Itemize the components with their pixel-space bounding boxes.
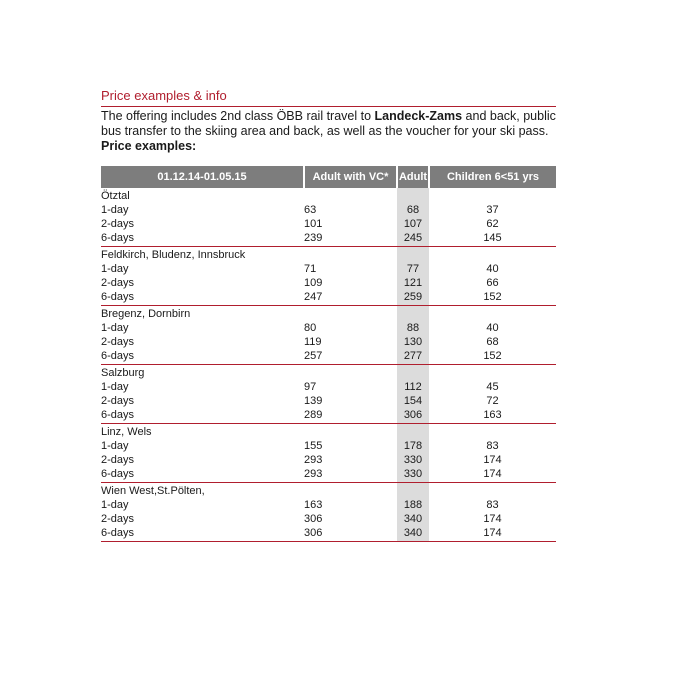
price-adult-vc: 119	[304, 336, 322, 348]
price-row	[101, 203, 556, 217]
price-table-body	[101, 188, 556, 542]
price-table	[101, 166, 556, 542]
price-adult: 154	[397, 394, 429, 408]
intro-destination: Landeck-Zams	[374, 109, 463, 123]
region-child-empty	[429, 188, 556, 203]
price-adult-vc: 63	[304, 204, 317, 216]
intro-text-start: The offering includes 2nd class ÖBB rail travel to	[101, 109, 375, 123]
duration-label: 6-days	[101, 467, 304, 483]
duration-label: 1-day	[101, 263, 129, 275]
price-adult: 277	[397, 349, 429, 365]
price-children: 40	[486, 322, 499, 334]
price-adult-vc: 306	[304, 526, 397, 542]
region-name: Salzburg	[101, 367, 145, 379]
region-vc-empty	[304, 188, 397, 203]
duration-label: 2-days	[101, 454, 135, 466]
section-heading: Price examples & info	[101, 88, 556, 107]
price-row	[101, 217, 556, 231]
region-child-empty	[429, 306, 556, 322]
price-children: 174	[429, 467, 556, 483]
price-adult: 178	[397, 439, 429, 453]
price-adult: 112	[397, 380, 429, 394]
duration-label: 6-days	[101, 290, 304, 306]
price-adult-vc: 293	[304, 467, 397, 483]
price-adult-vc: 97	[304, 381, 317, 393]
price-adult-vc: 247	[304, 290, 397, 306]
region-adult-empty	[397, 247, 429, 263]
region-vc-empty	[304, 424, 397, 440]
price-children: 152	[429, 349, 556, 365]
price-adult-vc: 289	[304, 408, 397, 424]
price-adult-vc: 239	[304, 231, 397, 247]
region-name: Bregenz, Dornbirn	[101, 308, 191, 320]
price-children: 40	[486, 263, 499, 275]
region-child-empty	[429, 247, 556, 263]
price-row	[101, 408, 556, 424]
price-adult-vc: 306	[304, 513, 323, 525]
price-row	[101, 231, 556, 247]
price-children: 83	[486, 440, 499, 452]
duration-label: 1-day	[101, 322, 129, 334]
price-adult-vc: 109	[304, 277, 323, 289]
price-adult: 340	[397, 512, 429, 526]
region-vc-empty	[304, 247, 397, 263]
price-info-document	[101, 88, 556, 542]
region-adult-empty	[397, 188, 429, 203]
price-row	[101, 394, 556, 408]
region-adult-empty	[397, 483, 429, 499]
price-row	[101, 380, 556, 394]
price-adult: 107	[397, 217, 429, 231]
price-row	[101, 321, 556, 335]
price-children: 62	[486, 218, 499, 230]
price-table-header-row	[101, 166, 556, 188]
price-children: 72	[486, 395, 499, 407]
duration-label: 2-days	[101, 395, 135, 407]
price-children: 45	[486, 381, 499, 393]
region-vc-empty	[304, 365, 397, 381]
region-name: Wien West,St.Pölten,	[101, 485, 205, 497]
region-row	[101, 306, 556, 322]
price-row	[101, 276, 556, 290]
price-row	[101, 467, 556, 483]
duration-label: 6-days	[101, 349, 304, 365]
price-adult-vc: 101	[304, 218, 323, 230]
price-adult-vc: 71	[304, 263, 317, 275]
price-row	[101, 349, 556, 365]
header-period: 01.12.14-01.05.15	[101, 166, 304, 188]
duration-label: 2-days	[101, 277, 135, 289]
price-row	[101, 262, 556, 276]
region-adult-empty	[397, 306, 429, 322]
region-row	[101, 247, 556, 263]
region-adult-empty	[397, 424, 429, 440]
price-children: 152	[429, 290, 556, 306]
region-row	[101, 365, 556, 381]
region-child-empty	[429, 424, 556, 440]
price-adult: 340	[397, 526, 429, 542]
price-adult: 259	[397, 290, 429, 306]
price-row	[101, 453, 556, 467]
price-adult: 88	[397, 321, 429, 335]
duration-label: 1-day	[101, 499, 129, 511]
header-adult-vc: Adult with VC*	[304, 166, 397, 188]
price-row	[101, 439, 556, 453]
price-children: 174	[429, 526, 556, 542]
price-examples-subheading: Price examples:	[101, 139, 197, 153]
duration-label: 2-days	[101, 513, 135, 525]
intro-text-end: and back, public bus transfer to the skiing area and back, as well as the voucher for your ski pass.	[101, 109, 556, 138]
price-adult: 330	[397, 453, 429, 467]
price-children: 145	[429, 231, 556, 247]
price-row	[101, 498, 556, 512]
price-adult-vc: 155	[304, 440, 323, 452]
price-children: 163	[429, 408, 556, 424]
price-adult: 330	[397, 467, 429, 483]
price-row	[101, 290, 556, 306]
price-row	[101, 512, 556, 526]
region-name: Feldkirch, Bludenz, Innsbruck	[101, 249, 246, 261]
price-children: 66	[486, 277, 499, 289]
duration-label: 1-day	[101, 440, 129, 452]
duration-label: 6-days	[101, 526, 304, 542]
header-adult: Adult	[397, 166, 429, 188]
price-adult: 306	[397, 408, 429, 424]
price-adult-vc: 80	[304, 322, 317, 334]
price-children: 83	[486, 499, 499, 511]
price-adult-vc: 293	[304, 454, 323, 466]
price-children: 174	[483, 513, 502, 525]
price-adult-vc: 257	[304, 349, 397, 365]
region-row	[101, 483, 556, 499]
price-adult: 130	[397, 335, 429, 349]
duration-label: 1-day	[101, 381, 129, 393]
price-adult-vc: 139	[304, 395, 323, 407]
duration-label: 2-days	[101, 218, 135, 230]
region-child-empty	[429, 365, 556, 381]
region-adult-empty	[397, 365, 429, 381]
price-children: 68	[486, 336, 499, 348]
price-children: 37	[486, 204, 499, 216]
region-child-empty	[429, 483, 556, 499]
region-name: Linz, Wels	[101, 426, 152, 438]
price-row	[101, 335, 556, 349]
price-adult: 121	[397, 276, 429, 290]
price-adult-vc: 163	[304, 499, 323, 511]
price-adult: 77	[397, 262, 429, 276]
price-adult: 188	[397, 498, 429, 512]
duration-label: 6-days	[101, 231, 304, 247]
price-adult: 68	[397, 203, 429, 217]
duration-label: 6-days	[101, 408, 304, 424]
duration-label: 2-days	[101, 336, 135, 348]
region-row	[101, 424, 556, 440]
price-children: 174	[483, 454, 502, 466]
intro-paragraph	[101, 109, 556, 139]
header-children: Children 6<51 yrs	[429, 166, 556, 188]
region-name: Ötztal	[101, 190, 130, 202]
region-vc-empty	[304, 306, 397, 322]
region-row	[101, 188, 556, 203]
region-vc-empty	[304, 483, 397, 499]
price-adult: 245	[397, 231, 429, 247]
price-row	[101, 526, 556, 542]
duration-label: 1-day	[101, 204, 129, 216]
